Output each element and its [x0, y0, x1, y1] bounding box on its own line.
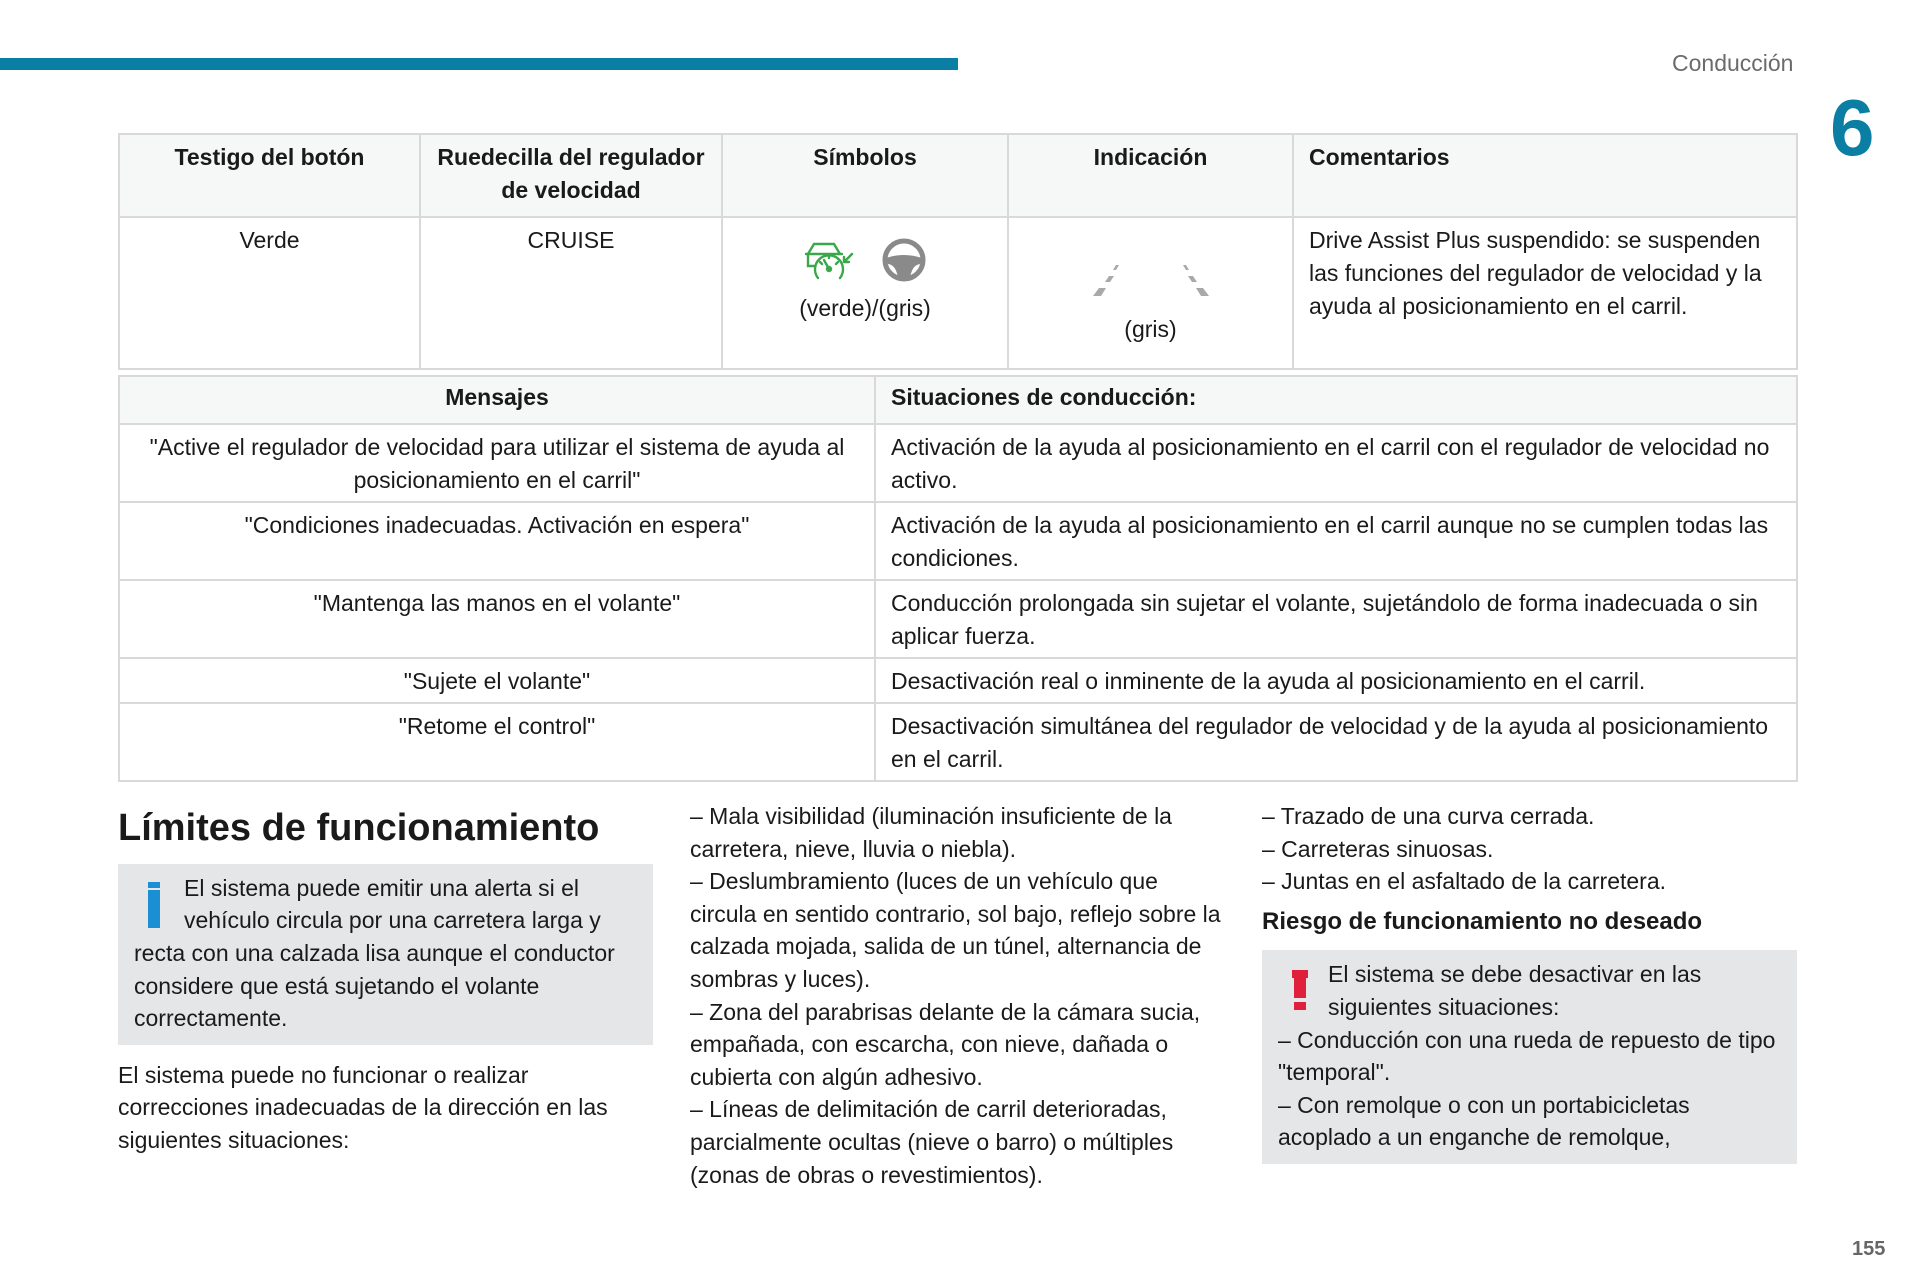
cell-wheel: CRUISE — [420, 217, 722, 369]
situation-cell: Activación de la ayuda al posicionamiento en el carril con el regulador de velocidad no activo. — [875, 424, 1797, 502]
message-cell: "Sujete el volante" — [119, 658, 875, 703]
warning-icon — [1278, 958, 1328, 1018]
risk-title: Riesgo de funcionamiento no deseado — [1262, 907, 1703, 935]
message-cell: "Active el regulador de velocidad para utilizar el sistema de ayuda al posicionamiento en el carril" — [119, 424, 875, 502]
indicator-table — [118, 133, 1798, 370]
messages-table — [118, 375, 1798, 782]
info-note — [118, 864, 653, 1045]
lane-markings-icon — [1091, 254, 1211, 298]
list-item: – Mala visibilidad (iluminación insuficiente de la carretera, nieve, lluvia o niebla). — [690, 803, 1172, 862]
table-row — [119, 658, 1797, 703]
table-row — [119, 424, 1797, 502]
list-item: – Con remolque o con un portabicicletas acoplado a un enganche de remolque, — [1278, 1091, 1690, 1151]
symbols-caption: (verde)/(gris) — [799, 295, 931, 321]
cell-indication — [1008, 217, 1293, 369]
list-item: – Carreteras sinuosas. — [1262, 835, 1494, 862]
header-messages: Mensajes — [119, 376, 875, 424]
header-situations: Situaciones de conducción: — [875, 376, 1797, 424]
indication-caption: (gris) — [1124, 316, 1177, 342]
warning-intro: El sistema se debe desactivar en las siguientes situaciones: — [1328, 961, 1702, 1020]
list-item: – Líneas de delimitación de carril deterioradas, parcialmente ocultas (nieve o barro) o múltiples (zonas de obras o revestimientos). — [690, 1096, 1174, 1188]
message-cell: "Condiciones inadecuadas. Activación en espera" — [119, 502, 875, 580]
page-number: 155 — [1852, 1238, 1886, 1260]
table-row — [119, 703, 1797, 781]
message-cell: "Retome el control" — [119, 703, 875, 781]
situation-cell: Activación de la ayuda al posicionamiento en el carril aunque no se cumplen todas las condiciones. — [875, 502, 1797, 580]
list-item: – Deslumbramiento (luces de un vehículo que circula en sentido contrario, sol bajo, reflejo sobre la calzada mojada, salida de un túnel, alternancia de sombras y luces). — [690, 868, 1221, 992]
header-comments: Comentarios — [1293, 134, 1797, 217]
header-indication: Indicación — [1008, 134, 1293, 217]
section-label: Conducción — [1672, 50, 1794, 76]
header-speed-wheel: Ruedecilla del regulador de velocidad — [420, 134, 722, 217]
chapter-number: 6 — [1830, 83, 1875, 172]
situation-cell: Desactivación real o inminente de la ayuda al posicionamiento en el carril. — [875, 658, 1797, 703]
list-item: – Juntas en el asfaltado de la carretera. — [1262, 868, 1667, 895]
steering-wheel-icon — [882, 238, 926, 282]
info-note-text: El sistema puede emitir una alerta si el vehículo circula por una carretera larga y recta con una calzada lisa aunque el conductor considere que está sujetando el volante correctamente. — [134, 874, 615, 1032]
list-item: – Conducción con una rueda de repuesto de tipo "temporal". — [1278, 1026, 1776, 1086]
indicator-table-header — [119, 134, 1797, 217]
list-item: – Zona del parabrisas delante de la cámara sucia, empañada, con escarcha, con nieve, dañada o cubierta con algún adhesivo. — [690, 998, 1201, 1090]
cell-symbols — [722, 217, 1008, 369]
header-button-light: Testigo del botón — [119, 134, 420, 217]
cell-button-light: Verde — [119, 217, 420, 369]
limits-intro: El sistema puede no funcionar o realizar correcciones inadecuadas de la dirección en las siguientes situaciones: — [118, 1061, 608, 1153]
table-row — [119, 502, 1797, 580]
list-item: – Trazado de una curva cerrada. — [1262, 803, 1595, 829]
column-2 — [690, 800, 1230, 1191]
info-icon — [134, 872, 184, 932]
cruise-control-lane-icon — [804, 238, 856, 282]
situation-cell: Conducción prolongada sin sujetar el volante, sujetándolo de forma inadecuada o sin aplicar fuerza. — [875, 580, 1797, 658]
situation-cell: Desactivación simultánea del regulador de velocidad y de la ayuda al posicionamiento en el carril. — [875, 703, 1797, 781]
messages-table-header — [119, 376, 1797, 424]
header-symbols: Símbolos — [722, 134, 1008, 217]
header-accent-bar — [0, 58, 958, 70]
table-row — [119, 580, 1797, 658]
cell-comment: Drive Assist Plus suspendido: se suspenden las funciones del regulador de velocidad y la ayuda al posicionamiento en el carril. — [1293, 217, 1797, 369]
column-1 — [118, 800, 653, 1157]
column-3 — [1262, 800, 1797, 1164]
message-cell: "Mantenga las manos en el volante" — [119, 580, 875, 658]
table-row — [119, 217, 1797, 369]
limits-title: Límites de funcionamiento — [118, 807, 600, 849]
warning-note — [1262, 950, 1797, 1164]
